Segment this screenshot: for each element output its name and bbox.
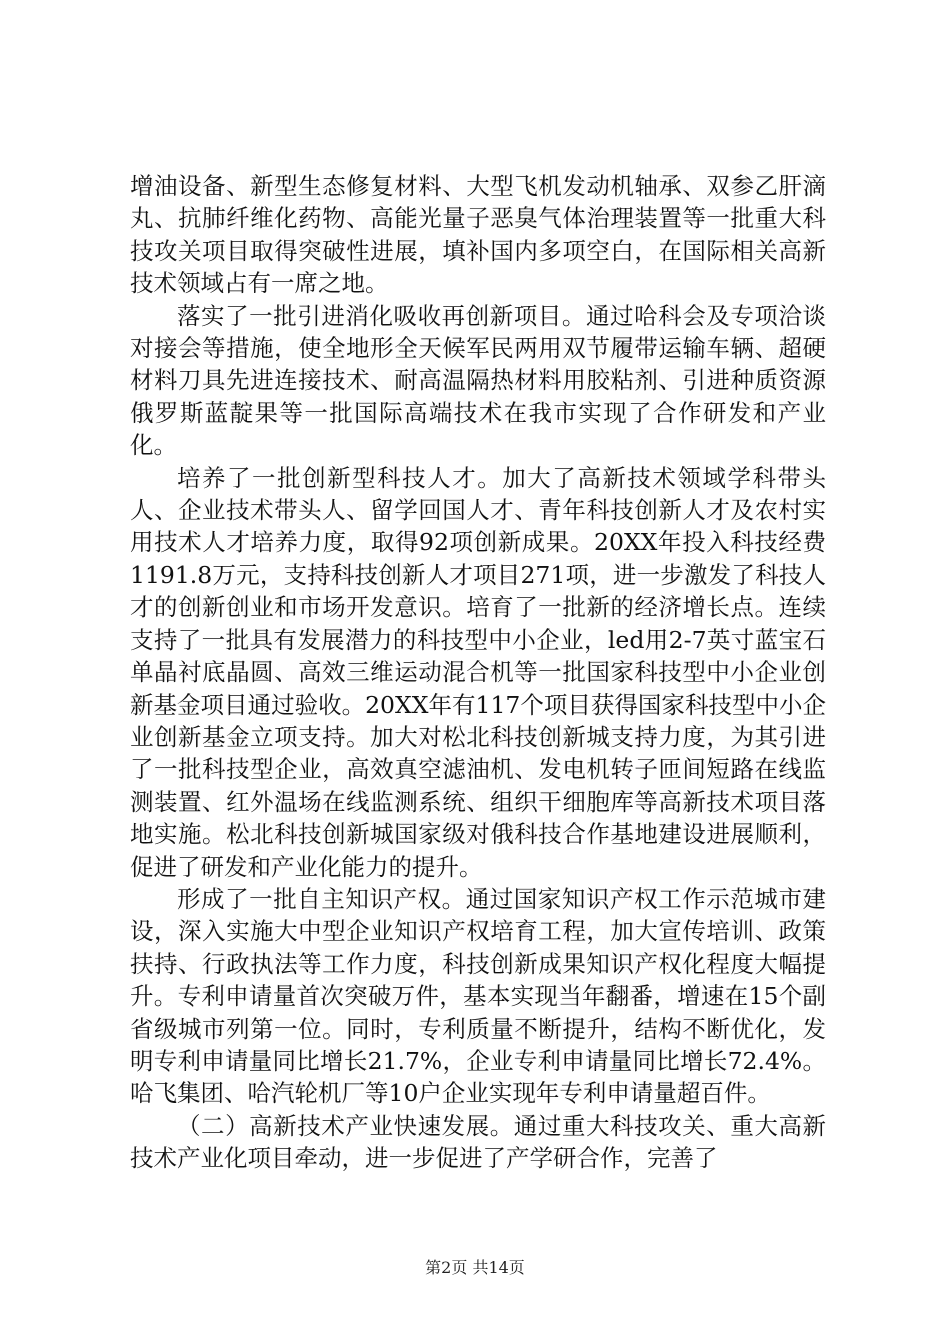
paragraph-introduced-projects: 落实了一批引进消化吸收再创新项目。通过哈科会及专项洽谈对接会等措施，使全地形全天候军民两用双节履带运输车辆、超硬材料刀具先进连接技术、耐高温隔热材料用胶粘剂、引进种质资源俄罗斯蓝靛果等一批国际高端技术在我市实现了合作研发和产业化。: [130, 301, 826, 460]
paragraph-continued-breakthroughs: 增油设备、新型生态修复材料、大型飞机发动机轴承、双参乙肝滴丸、抗肺纤维化药物、高能光量子恶臭气体治理装置等一批重大科技攻关项目取得突破性进展，填补国内多项空白，在国际相关高新技术领域占有一席之地。: [130, 172, 826, 298]
paragraph-high-tech-industry: （二）高新技术产业快速发展。通过重大科技攻关、重大高新技术产业化项目牵动，进一步促进了产学研合作，完善了: [130, 1111, 826, 1173]
document-body: [130, 170, 826, 1175]
paragraph-intellectual-property: 形成了一批自主知识产权。通过国家知识产权工作示范城市建设，深入实施大中型企业知识产权培育工程，加大宣传培训、政策扶持、行政执法等工作力度，科技创新成果知识产权化程度大幅提升。专利申请量首次突破万件，基本实现当年翻番，增速在15个副省级城市列第一位。同时，专利质量不断提升，结构不断优化，发明专利申请量同比增长21.7%，企业专利申请量同比增长72.4%。哈飞集团、哈汽轮机厂等10户企业实现年专利申请量超百件。: [130, 884, 826, 1108]
paragraph-talent-cultivation: 培养了一批创新型科技人才。加大了高新技术领域学科带头人、企业技术带头人、留学回国人才、青年科技创新人才及农村实用技术人才培养力度，取得92项创新成果。20XX年投入科技经费1191.8万元，支持科技创新人才项目271项，进一步激发了科技人才的创新创业和市场开发意识。培育了一批新的经济增长点。连续支持了一批具有发展潜力的科技型中小企业，led用2-7英寸蓝宝石单晶衬底晶圆、高效三维运动混合机等一批国家科技型中小企业创新基金项目通过验收。20XX年有117个项目获得国家科技型中小企业创新基金立项支持。加大对松北科技创新城支持力度，为其引进了一批科技型企业，高效真空滤油机、发电机转子匝间短路在线监测装置、红外温场在线监测系统、组织干细胞库等高新技术项目落地实施。松北科技创新城国家级对俄科技合作基地建设进展顺利，促进了研发和产业化能力的提升。: [130, 463, 826, 881]
page-number-footer: 第2页 共14页: [425, 1258, 525, 1277]
